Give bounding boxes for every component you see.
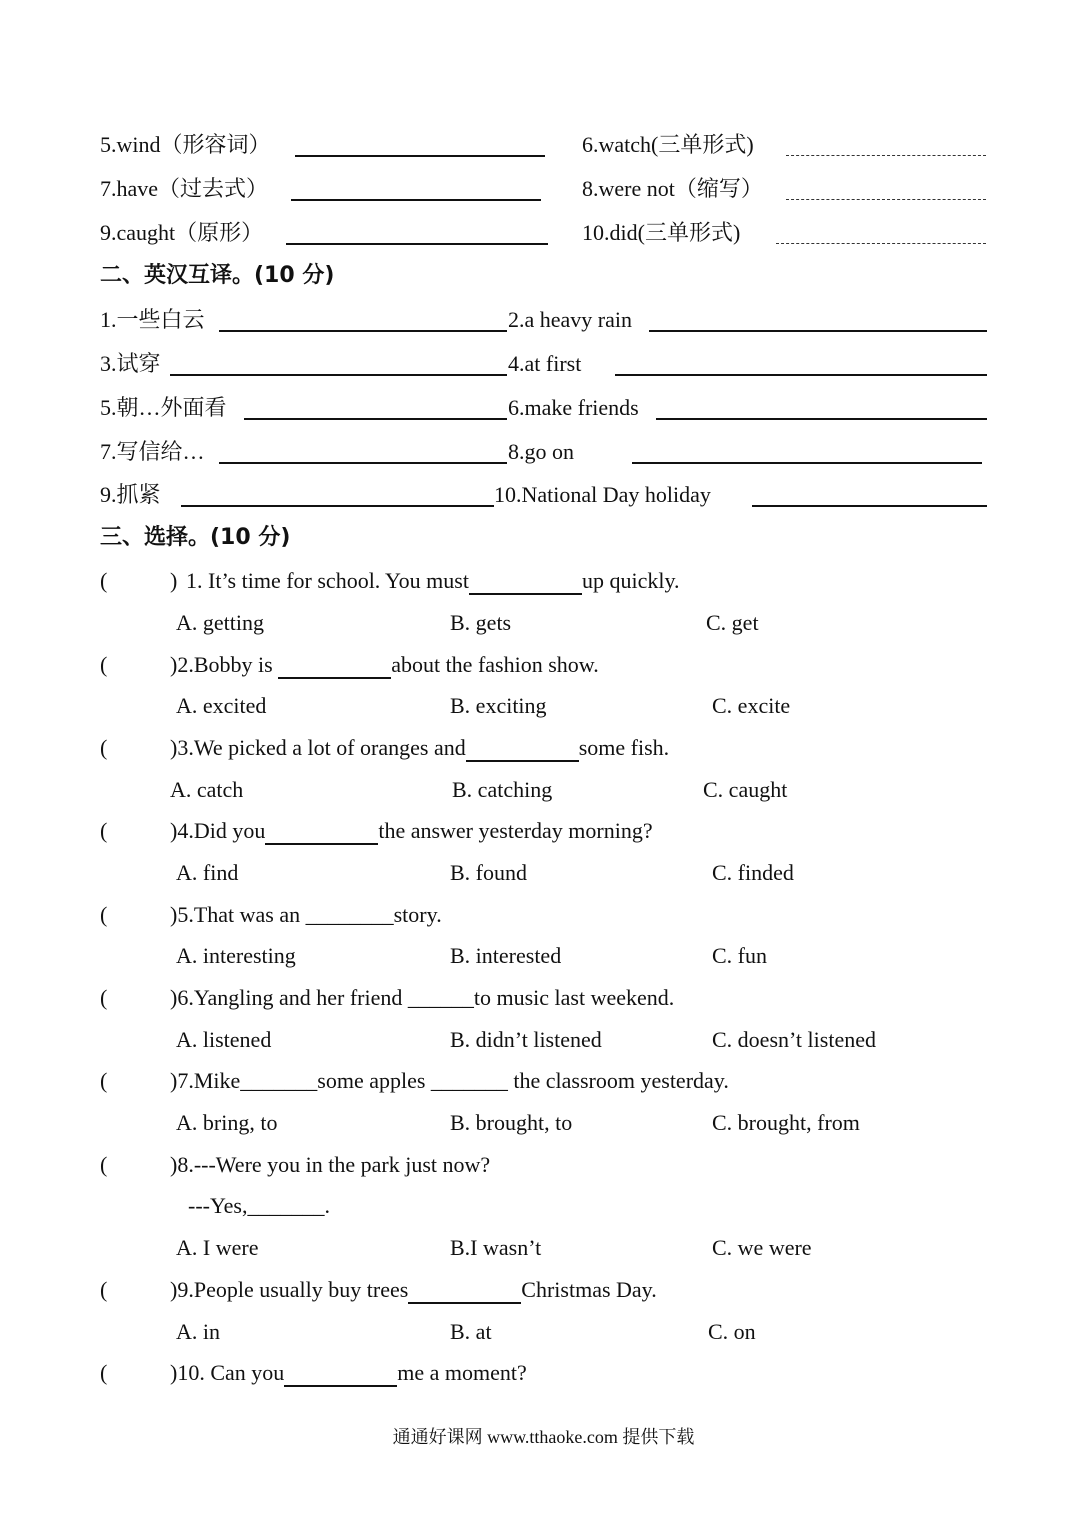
- q3-option-c[interactable]: C. caught: [703, 777, 788, 802]
- q8-open-paren: (: [100, 1152, 108, 1177]
- q6-option-a[interactable]: A. listened: [176, 1027, 272, 1052]
- q5-option-c[interactable]: C. fun: [712, 943, 767, 968]
- q3-open-paren: (: [100, 735, 108, 760]
- q4-option-c[interactable]: C. finded: [712, 860, 794, 885]
- trans-5-blank[interactable]: [244, 418, 507, 420]
- q4-stem-post: the answer yesterday morning?: [378, 818, 653, 843]
- trans-6-label: 6.make friends: [508, 395, 639, 420]
- q2-option-c[interactable]: C. excite: [712, 693, 791, 718]
- q6-close-paren: ): [170, 985, 178, 1010]
- item-9-blank[interactable]: [286, 243, 548, 245]
- trans-5-label: 5.朝…外面看: [100, 395, 227, 420]
- q3-stem-post: some fish.: [578, 735, 670, 760]
- item-6-label: 6.watch(三单形式): [582, 132, 754, 157]
- q10-stem: [170, 1359, 527, 1387]
- q4-option-a[interactable]: A. find: [176, 860, 239, 885]
- q1-option-b[interactable]: B. gets: [450, 610, 512, 635]
- q9-stem-post: Christmas Day.: [521, 1277, 657, 1302]
- q1-stem: [186, 567, 680, 595]
- q8-option-c[interactable]: C. we were: [712, 1235, 812, 1260]
- q1-option-a[interactable]: A. getting: [176, 610, 264, 635]
- section-3-heading: 三、选择。(10 分): [100, 525, 291, 550]
- trans-7-blank[interactable]: [219, 462, 507, 464]
- q2-option-b[interactable]: B. exciting: [450, 693, 547, 718]
- q1-option-c[interactable]: C. get: [706, 610, 759, 635]
- q6-stem-text: 6.Yangling and her friend ______to music last weekend.: [177, 985, 675, 1010]
- q3-option-a[interactable]: A. catch: [170, 777, 244, 802]
- q10-close-paren: ): [170, 1360, 178, 1385]
- q5-option-a[interactable]: A. interesting: [176, 943, 296, 968]
- q8-option-a[interactable]: A. I were: [176, 1235, 259, 1260]
- q9-close-paren: ): [170, 1277, 178, 1302]
- trans-3-blank[interactable]: [170, 374, 507, 376]
- q9-option-b[interactable]: B. at: [450, 1319, 492, 1344]
- q3-close-paren: ): [170, 735, 178, 760]
- trans-9-label: 9.抓紧: [100, 482, 161, 507]
- q3-stem-pre: 3.We picked a lot of oranges and: [177, 735, 466, 760]
- q9-blank[interactable]: [408, 1282, 521, 1304]
- q8-stem-text: 8.---Were you in the park just now?: [177, 1152, 491, 1177]
- q5-stem: [170, 901, 442, 929]
- q1-close-paren: ): [170, 568, 178, 593]
- q6-open-paren: (: [100, 985, 108, 1010]
- q4-option-b[interactable]: B. found: [450, 860, 527, 885]
- trans-2-blank[interactable]: [649, 330, 987, 332]
- q6-option-b[interactable]: B. didn’t listened: [450, 1027, 602, 1052]
- item-10-blank[interactable]: [776, 243, 986, 244]
- item-8-blank[interactable]: [786, 199, 986, 200]
- item-5-blank[interactable]: [295, 155, 545, 157]
- q1-stem-post: up quickly.: [581, 568, 680, 593]
- q8-option-b[interactable]: B.I wasn’t: [450, 1235, 542, 1260]
- trans-4-blank[interactable]: [615, 374, 987, 376]
- trans-8-label: 8.go on: [508, 439, 574, 464]
- trans-3-label: 3.试穿: [100, 351, 161, 376]
- q2-close-paren: ): [170, 652, 178, 677]
- q9-option-a[interactable]: A. in: [176, 1319, 220, 1344]
- item-6-blank[interactable]: [786, 155, 986, 156]
- item-7-label: 7.have（过去式）: [100, 176, 269, 201]
- q2-stem-pre: 2.Bobby is: [177, 652, 279, 677]
- trans-10-label: 10.National Day holiday: [494, 482, 711, 507]
- q9-open-paren: (: [100, 1277, 108, 1302]
- q4-blank[interactable]: [265, 823, 378, 845]
- trans-1-label: 1.一些白云: [100, 307, 205, 332]
- q7-option-c[interactable]: C. brought, from: [712, 1110, 860, 1135]
- q2-blank[interactable]: [278, 657, 391, 679]
- q6-stem: [170, 984, 674, 1012]
- item-7-blank[interactable]: [291, 199, 541, 201]
- q1-blank[interactable]: [469, 573, 582, 595]
- trans-1-blank[interactable]: [219, 330, 507, 332]
- q4-close-paren: ): [170, 818, 178, 843]
- q8-stem: [170, 1151, 490, 1179]
- trans-6-blank[interactable]: [656, 418, 987, 420]
- q7-option-a[interactable]: A. bring, to: [176, 1110, 278, 1135]
- q5-option-b[interactable]: B. interested: [450, 943, 562, 968]
- q2-open-paren: (: [100, 652, 108, 677]
- trans-7-label: 7.写信给…: [100, 439, 205, 464]
- q7-stem: [170, 1067, 729, 1095]
- q3-blank[interactable]: [466, 740, 579, 762]
- q4-stem: [170, 817, 653, 845]
- q10-stem-post: me a moment?: [397, 1360, 527, 1385]
- trans-9-blank[interactable]: [181, 505, 494, 507]
- item-5-label: 5.wind（形容词）: [100, 132, 271, 157]
- section-2-heading: 二、英汉互译。(10 分): [100, 263, 335, 288]
- q6-option-c[interactable]: C. doesn’t listened: [712, 1027, 876, 1052]
- q10-blank[interactable]: [284, 1365, 397, 1387]
- item-10-label: 10.did(三单形式): [582, 220, 741, 245]
- q3-stem: [170, 734, 669, 762]
- q2-option-a[interactable]: A. excited: [176, 693, 267, 718]
- q8-subtext: ---Yes,_______.: [188, 1193, 330, 1218]
- q9-option-c[interactable]: C. on: [708, 1319, 756, 1344]
- q4-open-paren: (: [100, 818, 108, 843]
- q9-stem: [170, 1276, 657, 1304]
- q1-open-paren: (: [100, 568, 108, 593]
- item-9-label: 9.caught（原形）: [100, 220, 264, 245]
- item-8-label: 8.were not（缩写）: [582, 176, 763, 201]
- q1-stem-pre: 1. It’s time for school. You must: [186, 568, 469, 593]
- trans-8-blank[interactable]: [632, 462, 982, 464]
- q7-open-paren: (: [100, 1068, 108, 1093]
- q9-stem-pre: 9.People usually buy trees: [177, 1277, 409, 1302]
- trans-10-blank[interactable]: [752, 505, 987, 507]
- q2-stem: [170, 651, 599, 679]
- q7-option-b[interactable]: B. brought, to: [450, 1110, 573, 1135]
- q7-close-paren: ): [170, 1068, 178, 1093]
- q8-close-paren: ): [170, 1152, 178, 1177]
- q2-stem-post: about the fashion show.: [391, 652, 599, 677]
- page-footer: 通通好课网 www.tthaoke.com 提供下载: [392, 1427, 695, 1447]
- trans-2-label: 2.a heavy rain: [508, 307, 632, 332]
- trans-4-label: 4.at first: [508, 351, 582, 376]
- q10-stem-pre: 10. Can you: [177, 1360, 285, 1385]
- q5-stem-text: 5.That was an ________story.: [177, 902, 442, 927]
- q4-stem-pre: 4.Did you: [177, 818, 266, 843]
- q7-stem-text: 7.Mike_______some apples _______ the classroom yesterday.: [177, 1068, 729, 1093]
- q5-close-paren: ): [170, 902, 178, 927]
- q5-open-paren: (: [100, 902, 108, 927]
- q10-open-paren: (: [100, 1360, 108, 1385]
- q3-option-b[interactable]: B. catching: [452, 777, 553, 802]
